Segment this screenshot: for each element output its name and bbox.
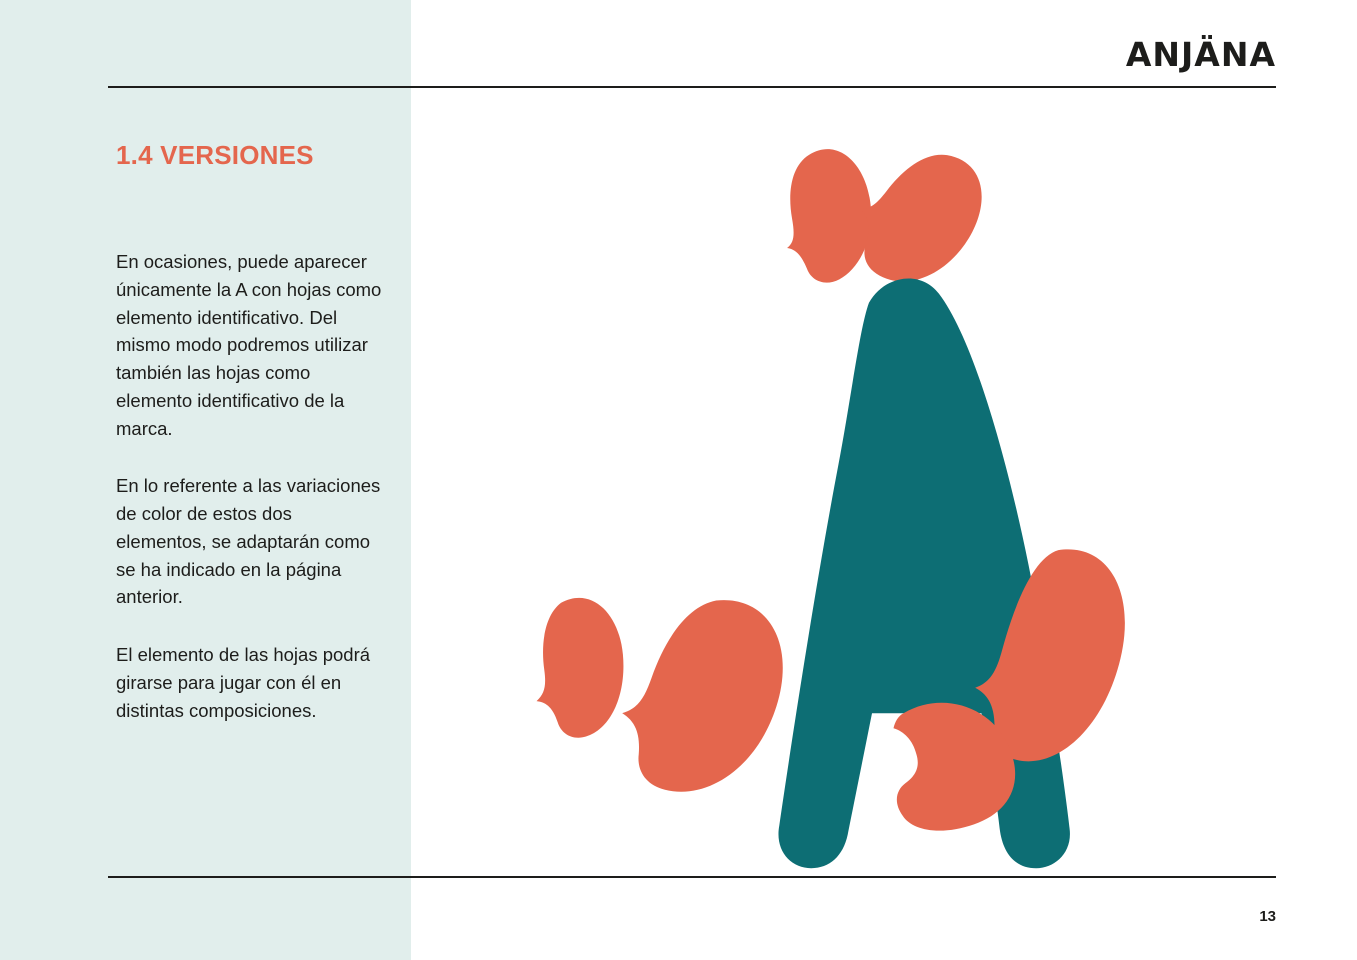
page-title: 1.4 VERSIONES (116, 140, 314, 170)
page-number: 13 (1259, 908, 1276, 925)
header-divider (108, 86, 1276, 88)
body-paragraph: En lo referente a las variaciones de color de estos dos elementos, se adaptarán como se ha indicado en la página anterior. (116, 475, 381, 608)
logo-artwork (420, 90, 1357, 880)
body-paragraph: El elemento de las hojas podrá girarse para jugar con él en distintas composiciones. (116, 644, 371, 721)
brand-wordmark: ANJÄNA (1125, 35, 1276, 74)
body-copy (116, 248, 384, 724)
leaf-icon (607, 581, 799, 811)
leaf-icon (523, 593, 634, 743)
body-paragraph: En ocasiones, puede aparecer únicamente la A con hojas como elemento identificativo. Del mismo modo podremos utilizar también las hojas como elemento identificativo de la marca. (116, 251, 382, 439)
